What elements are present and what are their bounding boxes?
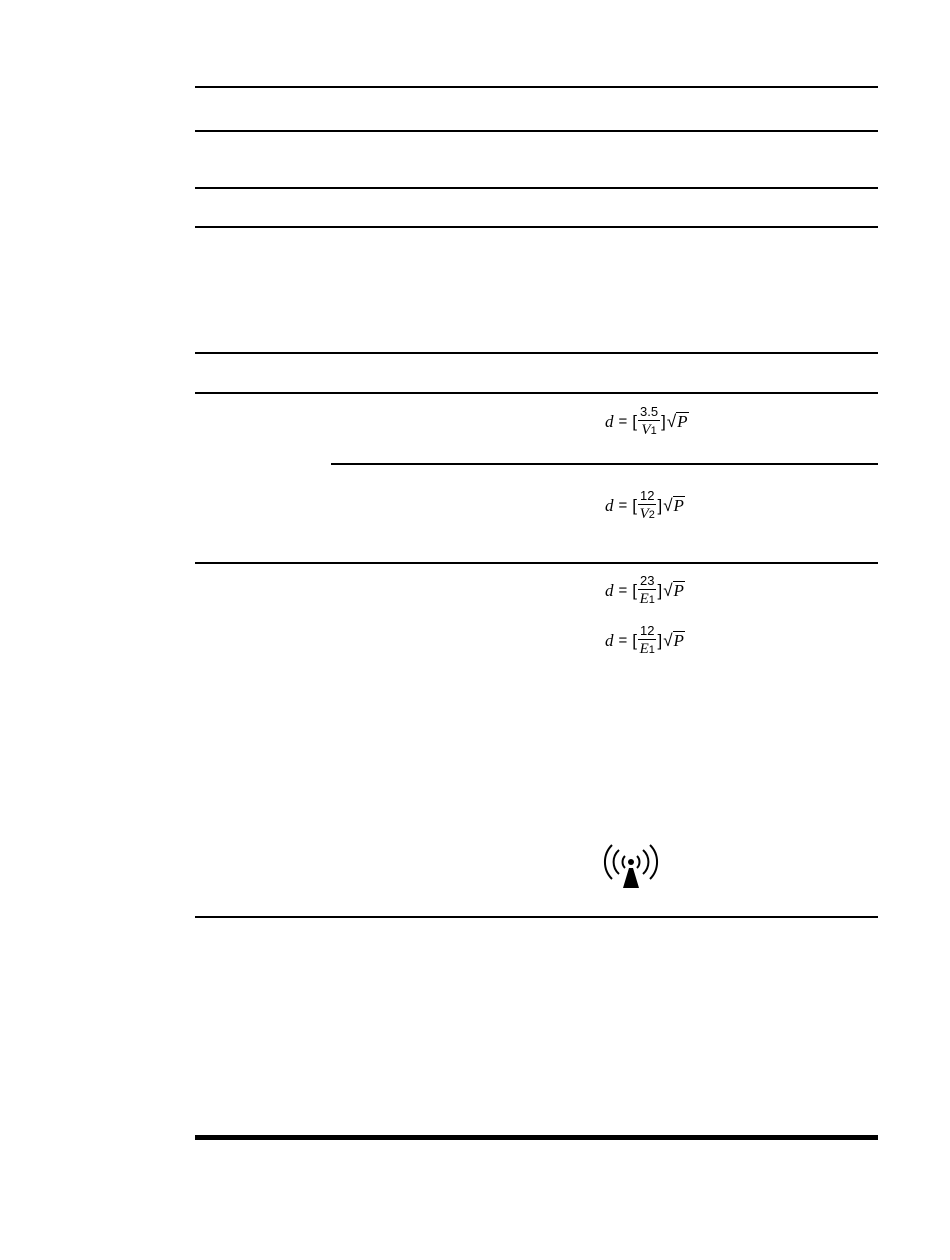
formula-fraction: [638, 405, 660, 438]
denominator-subscript: 1: [648, 644, 655, 656]
table-row-rule: [195, 130, 878, 132]
denominator-subscript: 1: [650, 425, 657, 437]
formula-variable: d: [605, 411, 614, 431]
formula-distance-e1-800mhz: [605, 624, 685, 657]
fraction-denominator: [640, 640, 655, 657]
denominator-symbol: V: [639, 506, 649, 522]
table-row-rule: [195, 916, 878, 918]
fraction-numerator: 12: [640, 488, 655, 503]
table-row-rule: [195, 187, 878, 189]
formula-variable: d: [605, 495, 614, 515]
radical-sign: √: [666, 411, 677, 431]
radicand: P: [673, 630, 684, 650]
table-sub-row-rule: [331, 463, 878, 465]
fraction-numerator: 23: [640, 573, 655, 588]
table-row-rule: [195, 562, 878, 564]
radical-sign: √: [663, 630, 673, 650]
fraction-numerator: 3.5: [640, 404, 659, 419]
formula-sqrt: [663, 631, 685, 651]
denominator-subscript: 2: [648, 509, 655, 521]
formula-variable: d: [605, 580, 614, 600]
formula-left-bracket: [: [632, 495, 637, 515]
formula-equals: =: [618, 497, 628, 514]
formula-right-bracket: ]: [657, 630, 663, 650]
formula-fraction: [638, 574, 656, 607]
table-row-rule: [195, 226, 878, 228]
table-bottom-rule: [195, 1135, 878, 1140]
fraction-numerator: 12: [640, 623, 655, 638]
denominator-symbol: E: [639, 591, 649, 607]
radicand: P: [673, 580, 684, 600]
formula-sqrt: [663, 496, 685, 516]
formula-distance-v2: [605, 489, 685, 522]
formula-variable: d: [605, 630, 614, 650]
radical-sign: √: [663, 495, 673, 515]
radicand: P: [673, 495, 684, 515]
non-ionizing-radiation-icon: [603, 844, 659, 892]
formula-equals: =: [618, 413, 628, 430]
formula-left-bracket: [: [632, 630, 637, 650]
formula-right-bracket: ]: [661, 411, 666, 431]
formula-sqrt: [667, 412, 689, 432]
formula-left-bracket: [: [632, 411, 637, 431]
formula-sqrt: [663, 581, 685, 601]
fraction-denominator: [640, 590, 655, 607]
table-top-rule: [195, 86, 878, 88]
fraction-denominator: [641, 421, 656, 438]
radical-sign: √: [663, 580, 673, 600]
fraction-denominator: [640, 505, 655, 522]
table-row-rule: [195, 352, 878, 354]
formula-right-bracket: ]: [657, 495, 663, 515]
formula-left-bracket: [: [632, 580, 637, 600]
formula-equals: =: [618, 632, 628, 649]
denominator-symbol: E: [639, 641, 649, 657]
formula-distance-v1: [605, 405, 689, 438]
table-row-rule: [195, 392, 878, 394]
denominator-subscript: 1: [648, 594, 655, 606]
denominator-symbol: V: [641, 422, 651, 438]
formula-fraction: [638, 624, 656, 657]
formula-distance-e1-80mhz: [605, 574, 685, 607]
formula-equals: =: [618, 582, 628, 599]
formula-fraction: [638, 489, 656, 522]
formula-right-bracket: ]: [657, 580, 663, 600]
radicand: P: [677, 411, 688, 431]
